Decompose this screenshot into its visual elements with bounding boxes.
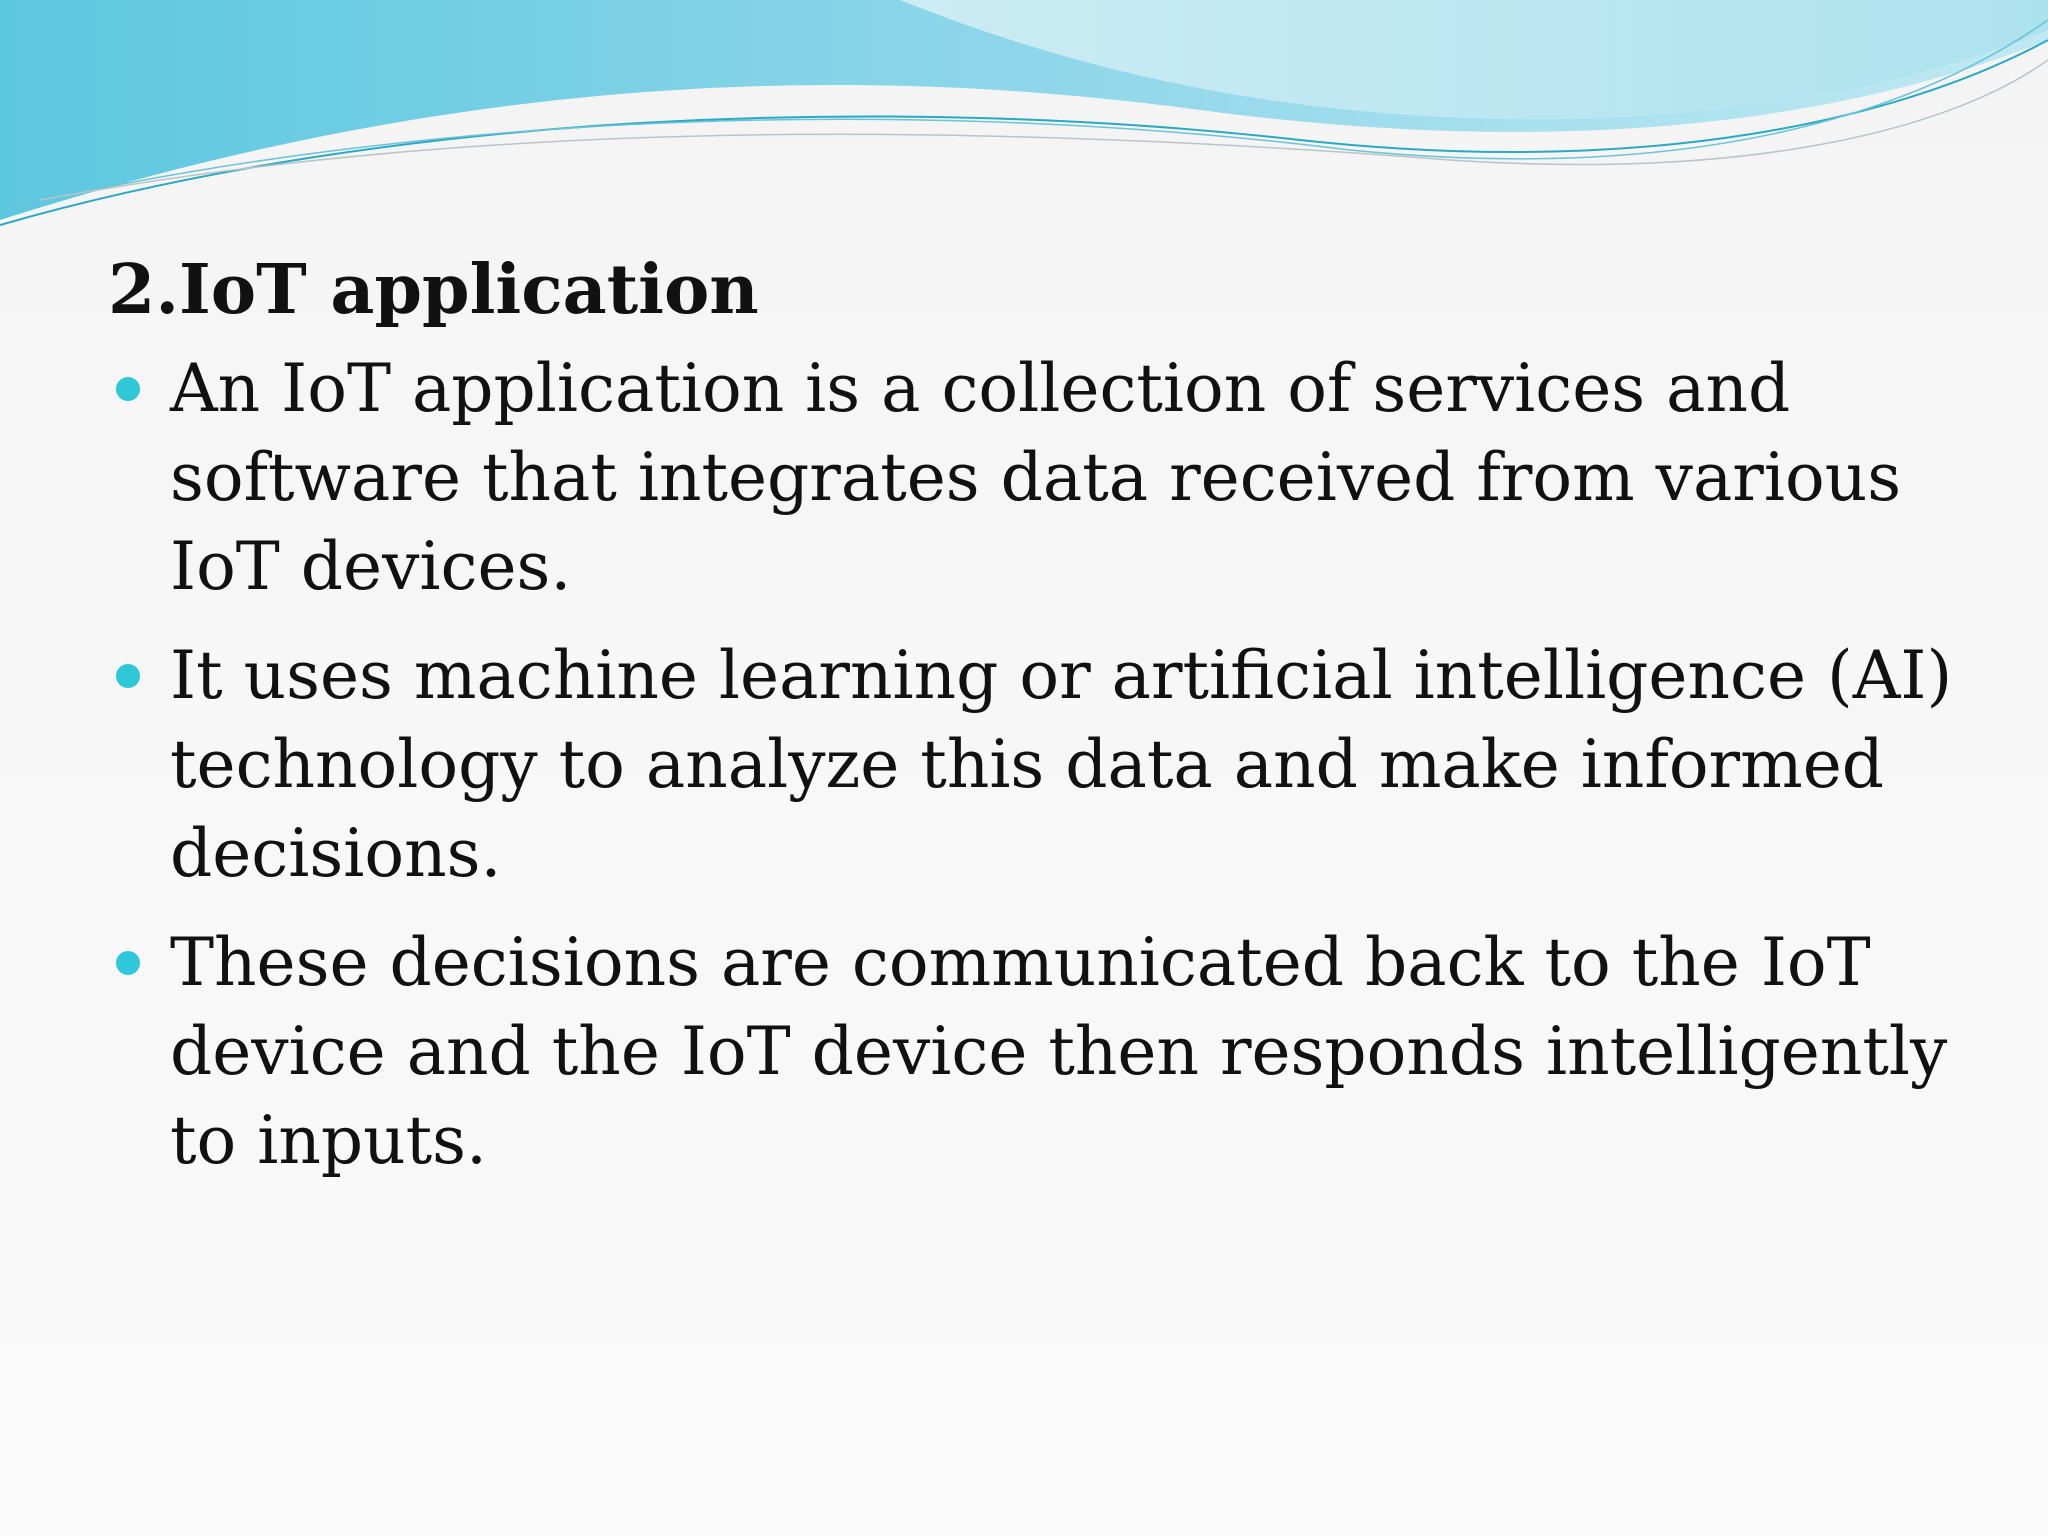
wave-header-decoration (0, 0, 2048, 240)
bullet-list (108, 344, 1968, 1185)
bullet-dot-icon (116, 664, 140, 688)
bullet-dot-icon (116, 951, 140, 975)
bullet-text: It uses machine learning or artificial intelligence (AI) technology to analyze this data and make informed decisions. (170, 637, 1953, 892)
slide-content (108, 240, 1968, 1205)
bullet-text: An IoT application is a collection of services and software that integrates data received from various IoT devices. (170, 350, 1902, 605)
bullet-item (108, 918, 1968, 1185)
bullet-item (108, 344, 1968, 611)
bullet-item (108, 631, 1968, 898)
bullet-text: These decisions are communicated back to the IoT device and the IoT device then responds intelligently to inputs. (170, 924, 1948, 1179)
bullet-dot-icon (116, 377, 140, 401)
slide-heading: 2.IoT application (108, 250, 759, 330)
